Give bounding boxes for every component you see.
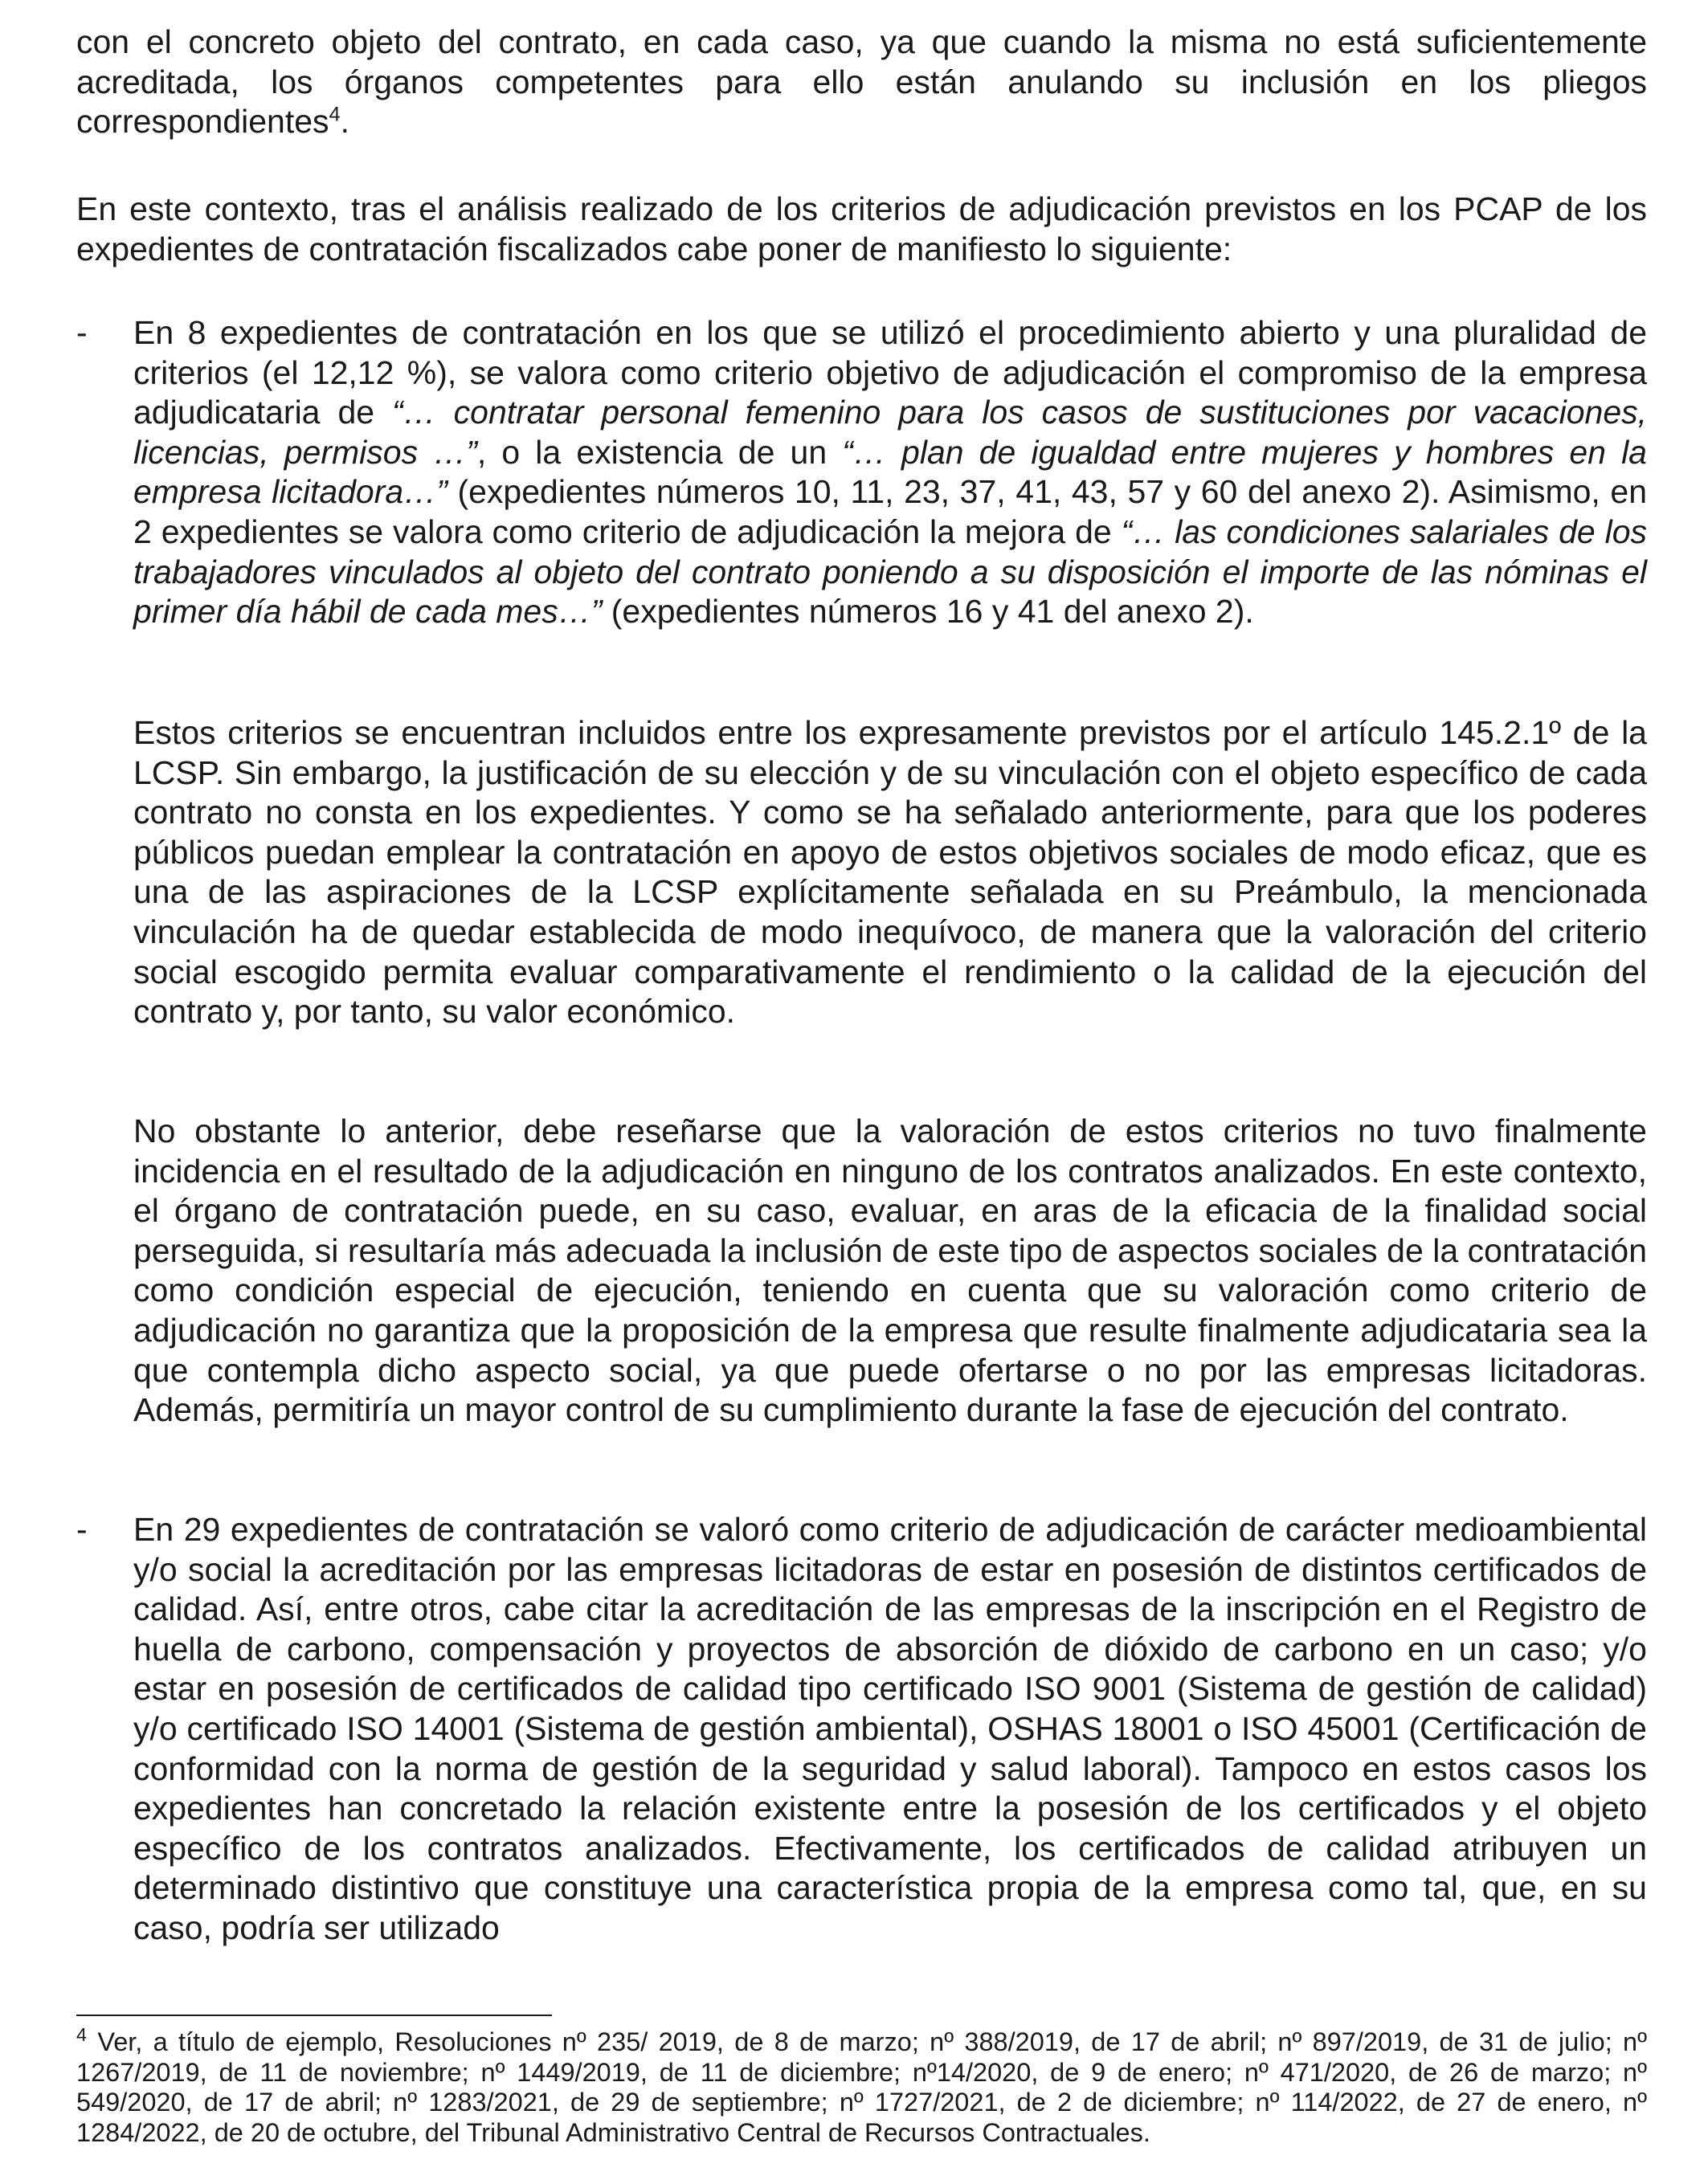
quote-personal-femenino: “… contratar personal femenino para los casos de sustituciones por vacaciones, licencias, permisos …” <box>133 394 1648 471</box>
bullet-dash: - <box>76 314 88 351</box>
footnote-reference[interactable]: 4 <box>329 103 341 126</box>
footnote-mark: 4 <box>76 2024 88 2046</box>
footnote-4: $^4$ Ver, a título de ejemplo, Resoluciones nº 235/ 2019, de 8 de marzo; nº 388/2019, de 17 de abril; nº 897/2019, de 31 de julio; nº 1267/2019, de 11 de noviembre; nº 1449/2019, de 11 de diciembre; nº14/2020, de 9 de enero; nº 471/2020, de 26 de marzo; nº 549/2020, de 17 de abril; nº 1283/2021, de 29 de septiembre; nº 1727/2021, de 2 de diciembre; nº 114/2022, de 27 de enero, nº 1284/2022, de 20 de octubre, del Tribunal Administrativo Central de Recursos Contractuales. <box>76 2024 1647 2147</box>
paragraph-intro-continuation: con el concreto objeto del contrato, en cada caso, ya que cuando la misma no está suficientemente acreditada, los órganos competentes para ello están anulando su inclusión en los pliegos correspondientes$^4$. <box>76 23 1647 141</box>
bullet-dash: - <box>76 1511 88 1548</box>
paragraph-criteria-incidence: No obstante lo anterior, debe reseñarse que la valoración de estos criterios no tuvo finalmente incidencia en el resultado de la adjudicación en ninguno de los contratos analizados. En este contexto, el órgano de contratación puede, en su caso, evaluar, en aras de la eficacia de la finalidad social perseguida, si resultaría más adecuada la inclusión de este tipo de aspectos sociales de la contratación como condición especial de ejecución, teniendo en cuenta que su valoración como criterio de adjudicación no garantiza que la proposición de la empresa que resulte finalmente adjudicataria sea la que contempla dicho aspecto social, ya que puede ofertarse o no por las empresas licitadoras. Además, permitiría un mayor control de su cumplimiento durante la fase de ejecución del contrato. <box>133 1112 1647 1429</box>
paragraph-criteria-justification: Estos criterios se encuentran incluidos entre los expresamente previstos por el artículo 145.2.1º de la LCSP. Sin embargo, la justificación de su elección y de su vinculación con el objeto específico de cada contrato no consta en los expedientes. Y como se ha señalado anteriormente, para que los poderes públicos puedan emplear la contratación en apoyo de estos objetivos sociales de modo eficaz, que es una de las aspiraciones de la LCSP explícitamente señalada en su Preámbulo, la mencionada vinculación ha de quedar establecida de modo inequívoco, de manera que la valoración del criterio social escogido permita evaluar comparativamente el rendimiento o la calidad de la ejecución del contrato y, por tanto, su valor económico. <box>133 714 1647 1031</box>
quote-condiciones-salariales: “… las condiciones salariales de los trabajadores vinculados al objeto del contrato poniendo a su disposición el importe de las nóminas el primer día hábil de cada mes…” <box>133 512 1647 631</box>
quote-plan-igualdad: “… plan de igualdad entre mujeres y hombres en la empresa licitadora…” <box>133 433 1647 511</box>
footnote-separator <box>76 2015 552 2016</box>
paragraph-context: En este contexto, tras el análisis realizado de los criterios de adjudicación previstos en los PCAP de los expedientes de contratación fiscalizados cabe poner de manifiesto lo siguiente: <box>76 190 1647 267</box>
bullet-item-social-criteria: En 8 expedientes de contratación en los que se utilizó el procedimiento abierto y una pluralidad de criterios (el 12,12 %), se valora como criterio objetivo de adjudicación el compromiso de la empresa adjudicataria de “… contratar personal femenino para los casos de sustituciones por vacaciones, licencias, permisos …”, o la existencia de un “… plan de igualdad entre mujeres y hombres en la empresa licitadora…” (expedientes números 10, 11, 23, 37, 41, 43, 57 y 60 del anexo 2). Asimismo, en 2 expedientes se valora como criterio de adjudicación la mejora de “… las condiciones salariales de los trabajadores vinculados al objeto del contrato poniendo a su disposición el importe de las nóminas el primer día hábil de cada mes…” (expedientes números 16 y 41 del anexo 2). <box>133 314 1648 631</box>
bullet-item-quality-certificates: En 29 expedientes de contratación se valoró como criterio de adjudicación de carácter medioambiental y/o social la acreditación por las empresas licitadoras de estar en posesión de distintos certificados de calidad. Así, entre otros, cabe citar la acreditación de las empresas de la inscripción en el Registro de huella de carbono, compensación y proyectos de absorción de dióxido de carbono en un caso; y/o estar en posesión de certificados de calidad tipo certificado ISO 9001 (Sistema de gestión de calidad) y/o certificado ISO 14001 (Sistema de gestión ambiental), OSHAS 18001 o ISO 45001 (Certificación de conformidad con la norma de gestión de la seguridad y salud laboral). Tampoco en estos casos los expedientes han concretado la relación existente entre la posesión de los certificados y el objeto específico de los contratos analizados. Efectivamente, los certificados de calidad atribuyen un determinado distintivo que constituye una característica propia de la empresa como tal, que, en su caso, podría ser utilizado <box>133 1511 1647 1946</box>
